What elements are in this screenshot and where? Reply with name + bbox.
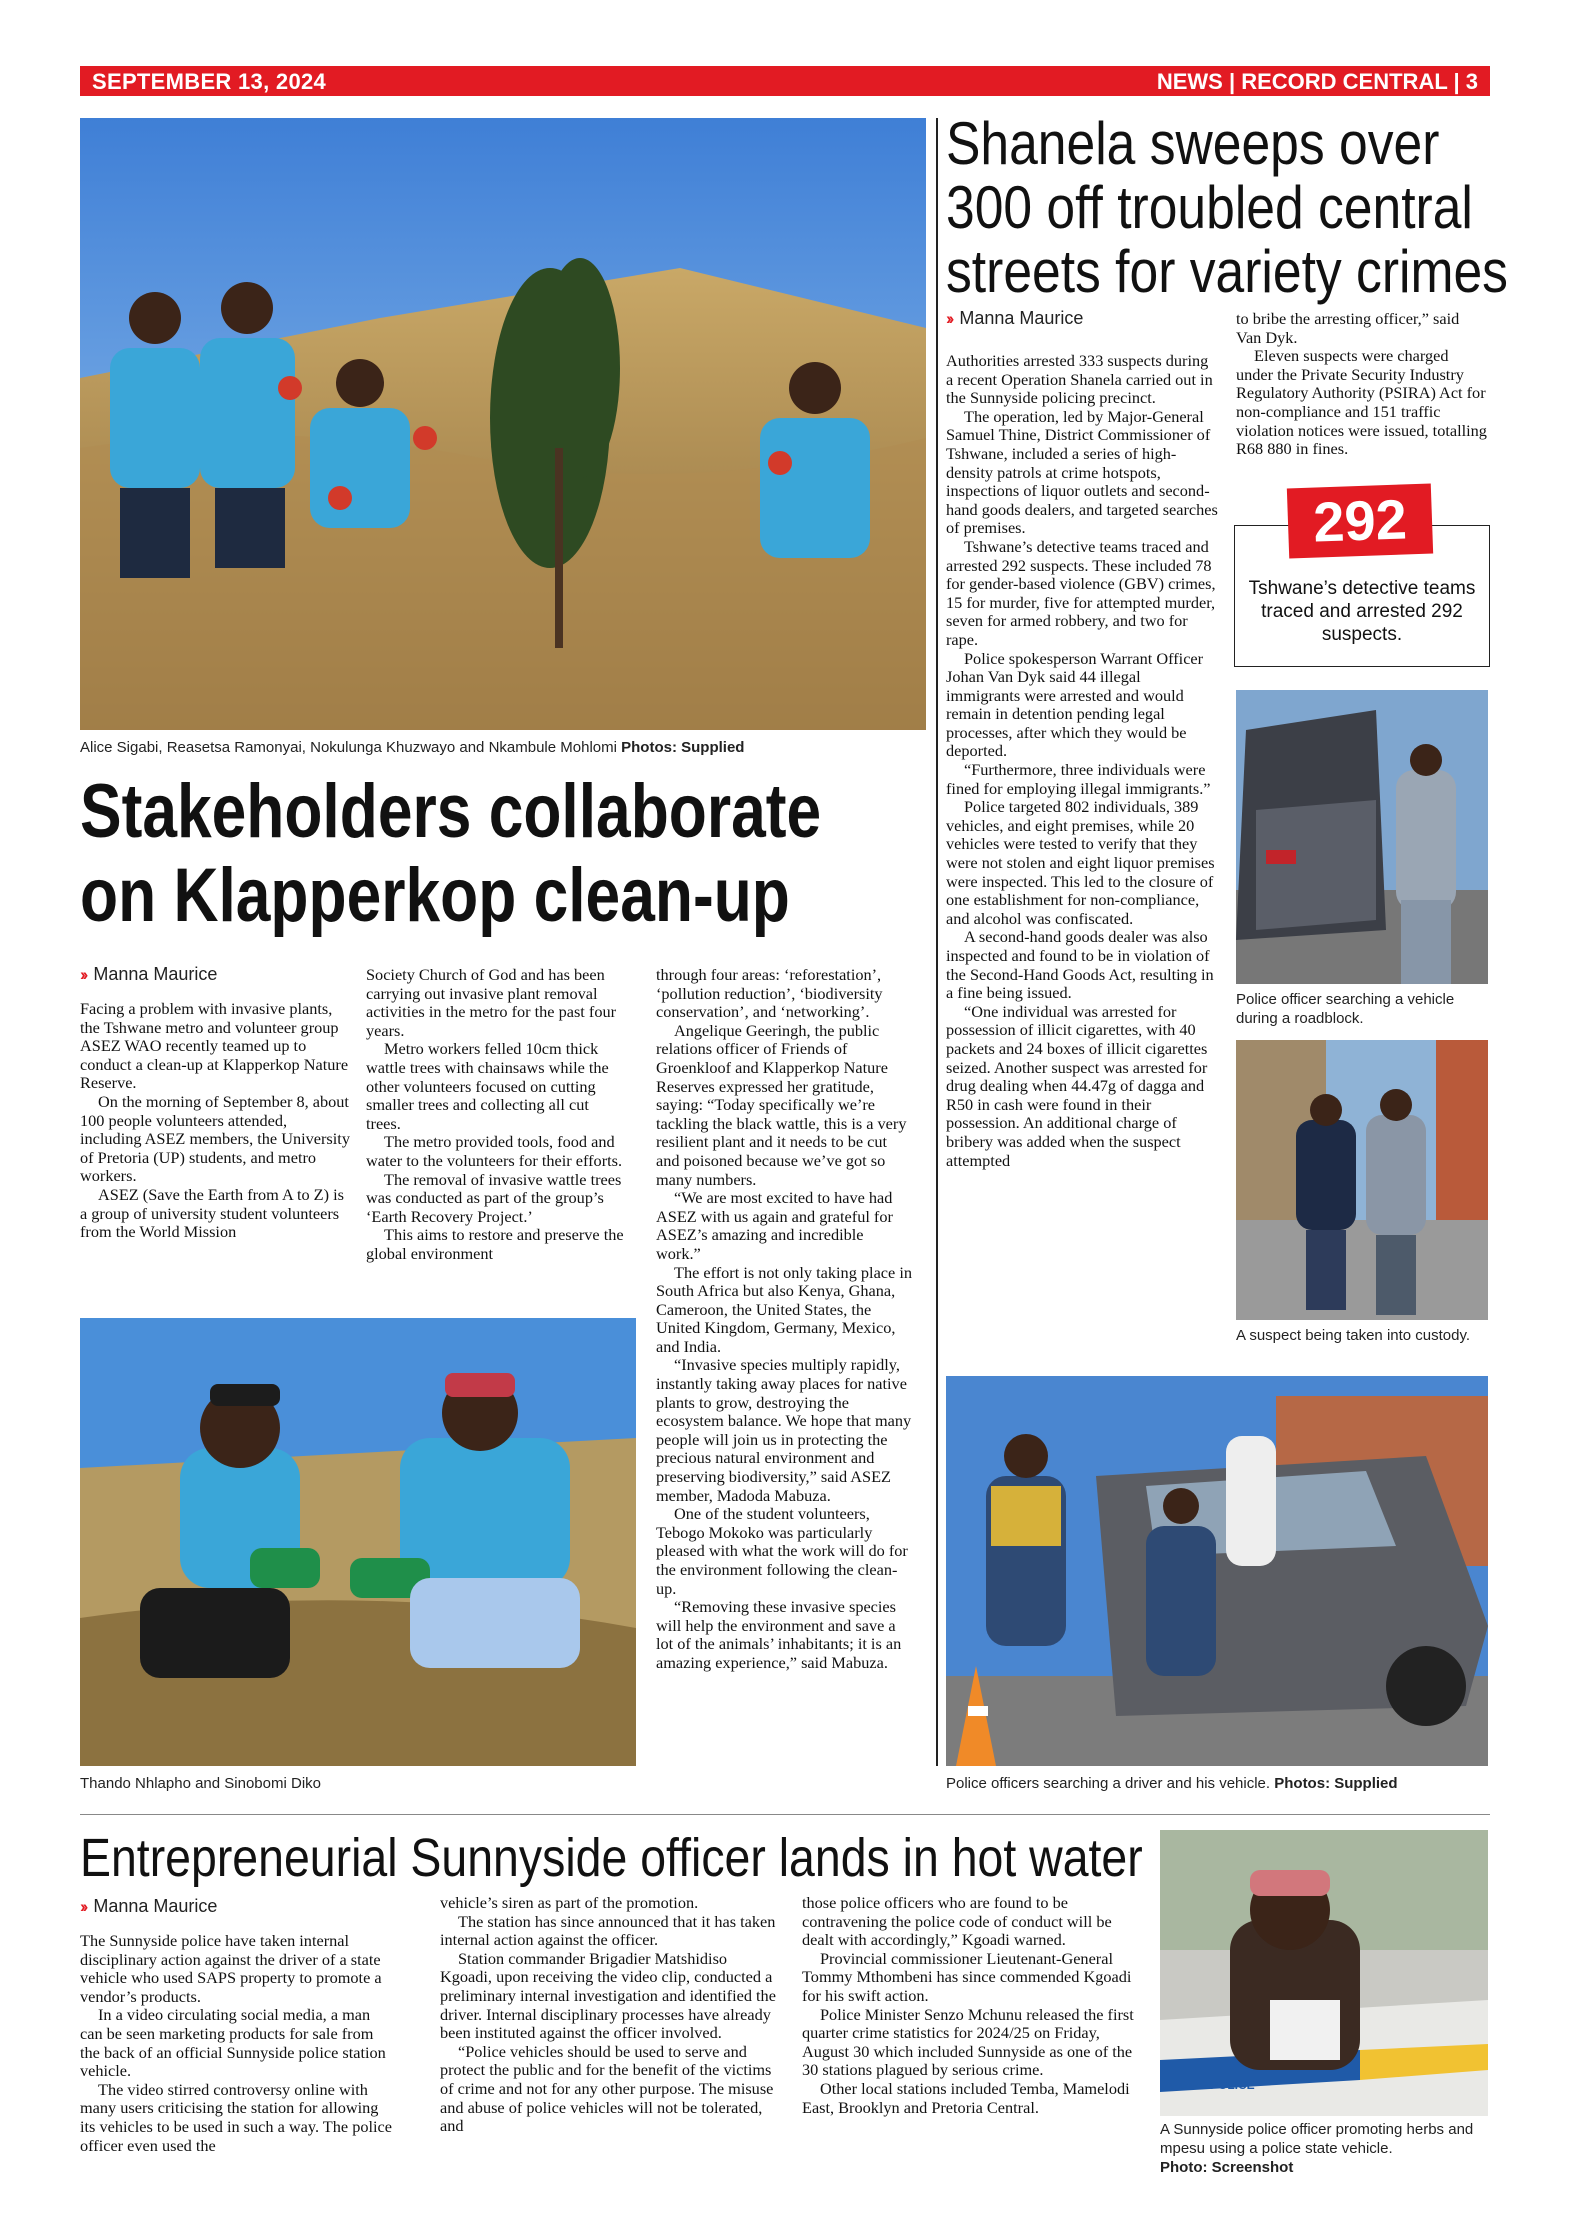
- paragraph: The removal of invasive wattle trees was conducted as part of the group’s ‘Earth Recovery Project.’: [366, 1169, 622, 1226]
- paragraph: “Furthermore, three individuals were fined for employing illegal immigrants.”: [946, 760, 1211, 798]
- paragraph: Provincial commissioner Lieutenant-General Tommy Mthombeni has since commended Kgoadi for his swift action.: [802, 1948, 1132, 2005]
- vehicle-police-text: POLICE: [1210, 2078, 1255, 2092]
- paragraph: vehicle’s siren as part of the promotion.: [440, 1893, 699, 1912]
- caption-text: Police officers searching a driver and his vehicle.: [946, 1775, 1271, 1792]
- paragraph: “Police vehicles should be used to serve and protect the public and for the benefit of the victims of crime and not for any other purpose. The misuse and abuse of police vehicles will not be tolerated, and: [440, 2041, 774, 2136]
- paragraph: The video stirred controversy online with many users criticising the station for allowing its vehicles to be used in such a way. The police officer even used the: [80, 2079, 392, 2155]
- paragraph: “Invasive species multiply rapidly, instantly taking away places for native plants to grow, destroying the ecosystem balance. We hope that many people will join us in protecting the precious natural environment and preserving biodiversity,” said ASEZ member, Madoda Mabuza.: [656, 1355, 912, 1505]
- story3-byline: [80, 1896, 217, 1917]
- paragraph: ASEZ (Save the Earth from A to Z) is a group of university student volunteers from the World Mission: [80, 1184, 344, 1242]
- factbox-text: Tshwane’s detective teams traced and arrested 292 suspects.: [1248, 578, 1476, 645]
- story1-headline: [80, 770, 821, 938]
- paragraph: Angelique Geeringh, the public relations officer of Friends of Groenkloof and Klapperkop Nature Reserves expressed her gratitude, saying: “Today specifically we’re tackling the black wattle, this is a very resilient plant and it needs to be cut and poisoned because we’ve got so many numbers.: [656, 1020, 907, 1189]
- page-header-bar: [80, 66, 1490, 96]
- caption-text: Alice Sigabi, Reasetsa Ramonyai, Nokulunga Khuzwayo and Nkambule Mohlomi: [80, 739, 617, 756]
- column-divider: [936, 118, 938, 1766]
- volunteers-photo-1: [80, 118, 926, 730]
- story1-column-3: [656, 966, 912, 1673]
- police-photo-driver-search: [946, 1376, 1488, 1766]
- factbox-number: 292: [1287, 484, 1433, 559]
- byline-chevron-icon: ››: [80, 1897, 86, 1916]
- story2-column-1: [946, 352, 1218, 1170]
- paragraph: The Sunnyside police have taken internal disciplinary action against the driver of a state vehicle who used SAPS property to promote a vendor’s products.: [80, 1931, 382, 2006]
- paragraph: Tshwane’s detective teams traced and arrested 292 suspects. These included 78 for gender-based violence (GBV) crimes, 15 for murder, five for attempted murder, seven for armed robbery, and two for rape.: [946, 536, 1216, 649]
- caption-text: A Sunnyside police officer promoting herbs and mpesu using a police state vehicle.: [1160, 2121, 1474, 2157]
- paragraph: those police officers who are found to be contravening the police code of conduct will be dealt with accordingly,” Kgoadi warned.: [802, 1893, 1112, 1950]
- paragraph: Other local stations included Temba, Mamelodi East, Brooklyn and Pretoria Central.: [802, 2078, 1130, 2117]
- police-photo-driver-caption: [946, 1774, 1488, 1793]
- headline-line: streets for variety crimes: [946, 238, 1508, 305]
- story3-column-1: [80, 1932, 392, 2155]
- paragraph: Metro workers felled 10cm thick wattle trees with chainsaws while the other volunteers focused on cutting smaller trees and collecting all cut trees.: [366, 1039, 609, 1133]
- police-photo-roadblock-caption: Police officer searching a vehicle during a roadblock.: [1236, 991, 1455, 1027]
- paragraph: Society Church of God and has been carrying out invasive plant removal activities in the metro for the past four years.: [366, 965, 617, 1040]
- headline-line: on Klapperkop clean-up: [80, 853, 790, 938]
- paragraph: Police Minister Senzo Mchunu released the first quarter crime statistics for 2024/25 on Friday, August 30 which included Sunnyside as one of the 30 stations plagued by serious crime.: [802, 2004, 1134, 2080]
- section-divider: [80, 1814, 1490, 1815]
- story1-column-1: [80, 1000, 350, 1242]
- paragraph: The station has since announced that it has taken internal action against the officer.: [440, 1911, 776, 1950]
- officer-screenshot-photo: [1160, 1830, 1488, 2116]
- story2-column-2: [1236, 310, 1488, 459]
- paragraph: Facing a problem with invasive plants, the Tshwane metro and volunteer group ASEZ WAO recently teamed up to conduct a clean-up at Klapperkop Nature Reserve.: [80, 999, 349, 1093]
- story3-column-2: [440, 1894, 780, 2136]
- paragraph: “We are most excited to have had ASEZ with us again and grateful for ASEZ’s amazing and incredible work.”: [656, 1188, 893, 1263]
- police-photo-custody: [1236, 1040, 1488, 1320]
- byline-name: Manna Maurice: [93, 1896, 218, 1916]
- paragraph: Eleven suspects were charged under the Private Security Industry Regulatory Authority (PSIRA) Act for non-compliance and 151 traffic violation notices were issued, totalling R68 880 in fines.: [1236, 346, 1487, 459]
- paragraph: Police spokesperson Warrant Officer Johan Van Dyk said 44 illegal immigrants were arrested and would remain in detention pending legal processes, after which they would be deported.: [946, 648, 1204, 761]
- paragraph: A second-hand goods dealer was also inspected and found to be in violation of the Second-Hand Goods Act, resulting in a fine being issued.: [946, 927, 1214, 1003]
- photo1-caption: [80, 738, 926, 757]
- paragraph: “One individual was arrested for possession of illicit cigarettes, with 40 packets and 24 boxes of illicit cigarettes seized. Another suspect was arrested for drug dealing when 44.47g of dagga and R50 in cash were found in their possession. An additional charge of bribery was added when the suspect attempted: [946, 1001, 1208, 1170]
- photo-credit: Photos: Supplied: [621, 739, 745, 756]
- byline-chevron-icon: ››: [946, 309, 952, 328]
- story2-headline: [946, 112, 1508, 304]
- byline-name: Manna Maurice: [959, 308, 1084, 328]
- story3-headline: Entrepreneurial Sunnyside officer lands in hot water: [80, 1828, 1143, 1888]
- paragraph: Authorities arrested 333 suspects during a recent Operation Shanela carried out in the Sunnyside policing precinct.: [946, 351, 1213, 408]
- headline-line: 300 off troubled central: [946, 174, 1473, 241]
- paragraph: Station commander Brigadier Matshidiso Kgoadi, upon receiving the video clip, conducted a preliminary internal investigation and identified the driver. Internal disciplinary processes have already been instituted against the officer involved.: [440, 1948, 776, 2043]
- section-label: NEWS | RECORD CENTRAL | 3: [1156, 69, 1478, 94]
- volunteers-photo-2: [80, 1318, 636, 1766]
- paragraph: Police targeted 802 individuals, 389 vehicles, and eight premises, while 20 vehicles were tested to verify that they were not stolen and eight liquor premises were inspected. This led to the closure of one establishment for non-compliance, and alcohol was confiscated.: [946, 797, 1215, 928]
- story3-column-3: [802, 1894, 1146, 2117]
- police-photo-roadblock: [1236, 690, 1488, 984]
- photo2-caption: Thando Nhlapho and Sinobomi Diko: [80, 1775, 321, 1792]
- paragraph: through four areas: ‘reforestation’, ‘pollution reduction’, ‘biodiversity conservation’, and ‘networking’.: [656, 965, 883, 1022]
- story1-column-2: [366, 966, 626, 1264]
- issue-date: SEPTEMBER 13, 2024: [92, 69, 327, 94]
- photo-credit: Photos: Supplied: [1274, 1775, 1398, 1792]
- paragraph: In a video circulating social media, a man can be seen marketing products for sale from the back of an official Sunnyside police station vehicle.: [80, 2005, 386, 2081]
- police-photo-custody-caption: A suspect being taken into custody.: [1236, 1327, 1471, 1344]
- officer-photo-caption: [1160, 2120, 1488, 2177]
- story2-byline: [946, 308, 1083, 329]
- paragraph: The effort is not only taking place in South Africa but also Kenya, Ghana, Cameroon, the United States, the United Kingdom, Germany, Mexico, and India.: [656, 1262, 912, 1356]
- byline-name: Manna Maurice: [93, 964, 218, 984]
- headline-line: Stakeholders collaborate: [80, 769, 822, 854]
- paragraph: One of the student volunteers, Tebogo Mokoko was particularly pleased with what the work will do for the environment following the clean-up.: [656, 1504, 908, 1598]
- headline-line: Shanela sweeps over: [946, 110, 1440, 177]
- paragraph: On the morning of September 8, about 100 people volunteers attended, including ASEZ members, the University of Pretoria (UP) students, and metro workers.: [80, 1091, 350, 1186]
- paragraph: “Removing these invasive species will help the environment and save a lot of the animals’ inhabitants; it is an amazing experience,” said Mabuza.: [656, 1597, 902, 1672]
- paragraph: to bribe the arresting officer,” said Van Dyk.: [1236, 309, 1460, 347]
- paragraph: This aims to restore and preserve the global environment: [366, 1225, 624, 1263]
- story1-byline: [80, 964, 217, 985]
- photo-credit: Photo: Screenshot: [1160, 2159, 1294, 2176]
- paragraph: The operation, led by Major-General Samuel Thine, District Commissioner of Tshwane, included a series of high-density patrols at crime hotspots, inspections of liquor outlets and second-hand goods dealers, and targeted searches of premises.: [946, 406, 1218, 538]
- paragraph: The metro provided tools, food and water to the volunteers for their efforts.: [366, 1132, 623, 1170]
- byline-chevron-icon: ››: [80, 965, 86, 984]
